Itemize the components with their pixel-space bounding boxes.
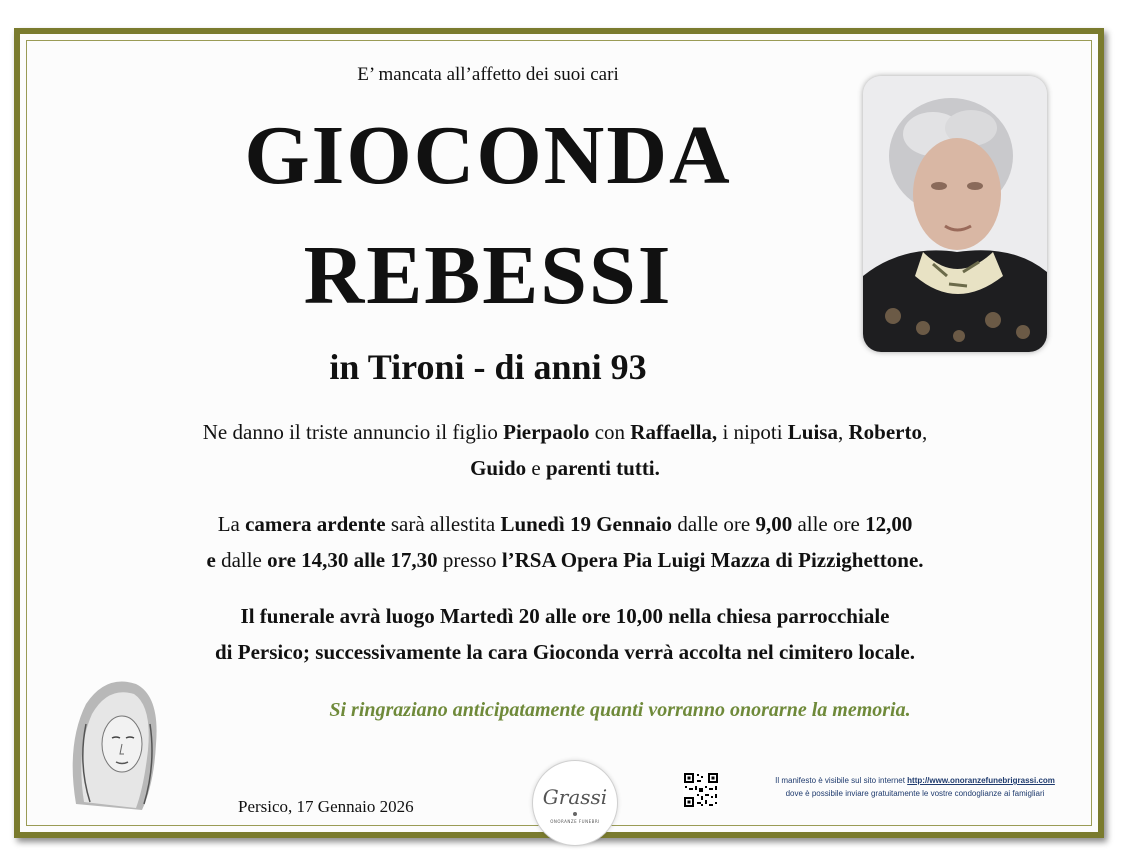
madonna-illustration: [56, 664, 166, 814]
portrait-illustration: [863, 76, 1047, 352]
text-fragment: ,: [921, 420, 928, 444]
text-fragment: Ne danno il triste annuncio il figlio: [202, 420, 504, 444]
grandchild-name: Guido: [470, 456, 527, 480]
website-link[interactable]: http://www.onoranzefunebrigrassi.com: [907, 776, 1055, 785]
logo-subtitle: ONORANZE FUNEBRI: [550, 819, 600, 824]
wake-date: Lunedì 19 Gennaio: [500, 512, 673, 536]
text-fragment: alle ore: [792, 512, 866, 536]
wake-start-time: 9,00: [755, 512, 793, 536]
website-info-text: Il manifesto è visibile sul sito internet: [775, 776, 908, 785]
text-fragment: dalle: [215, 548, 268, 572]
logo-script-text: Grassi: [542, 785, 608, 809]
wake-end-time: 12,00: [865, 512, 913, 536]
text-fragment: sarà allestita: [385, 512, 501, 536]
text-fragment: La: [217, 512, 246, 536]
first-name: GIOCONDA: [244, 109, 732, 202]
intro-line: E’ mancata all’affetto dei suoi cari: [357, 64, 619, 85]
condolences-info-text: dove è possibile inviare gratuitamente le vostre condoglianze ai famigliari: [785, 789, 1045, 798]
death-notice-sheet: [14, 28, 1104, 838]
qr-code-icon[interactable]: [683, 772, 719, 808]
text-fragment: e: [526, 456, 546, 480]
son-name: Pierpaolo: [503, 420, 590, 444]
announcement-paragraph: [50, 414, 1080, 486]
funeral-line-2: di Persico; successivamente la cara Gioconda verrà accolta nel cimitero locale.: [215, 640, 915, 664]
daughter-in-law-name: Raffaella,: [630, 420, 718, 444]
thanks-line: Si ringraziano anticipatamente quanti vorranno onorarne la memoria.: [329, 699, 911, 721]
wake-location: l’RSA Opera Pia Luigi Mazza di Pizzighettone.: [501, 548, 924, 572]
text-fragment: dalle ore: [672, 512, 756, 536]
wake-paragraph: [50, 506, 1080, 578]
conjunction: e: [206, 548, 216, 572]
funeral-paragraph: [50, 598, 1080, 670]
text-fragment: ,: [837, 420, 849, 444]
logo-dot: [573, 812, 577, 816]
grandchild-name: Roberto: [848, 420, 922, 444]
wake-label: camera ardente: [245, 512, 386, 536]
text-fragment: i nipoti: [717, 420, 788, 444]
grassi-logo: [532, 760, 618, 846]
text-fragment: presso: [437, 548, 502, 572]
grandchild-name: Luisa: [787, 420, 838, 444]
last-name: REBESSI: [303, 229, 673, 322]
funeral-line-1: Il funerale avrà luogo Martedì 20 alle ore 10,00 nella chiesa parrocchiale: [240, 604, 890, 628]
relatives-text: parenti tutti.: [545, 456, 660, 480]
married-name-age: in Tironi - di anni 93: [329, 347, 647, 387]
madonna-drawing-icon: [56, 664, 166, 814]
text-fragment: con: [589, 420, 631, 444]
website-info: [732, 774, 1098, 800]
wake-afternoon-hours: ore 14,30 alle 17,30: [267, 548, 438, 572]
qr-code-graphic: [683, 772, 719, 808]
place-and-date: Persico, 17 Gennaio 2026: [238, 797, 414, 816]
portrait-photo: [863, 76, 1047, 352]
